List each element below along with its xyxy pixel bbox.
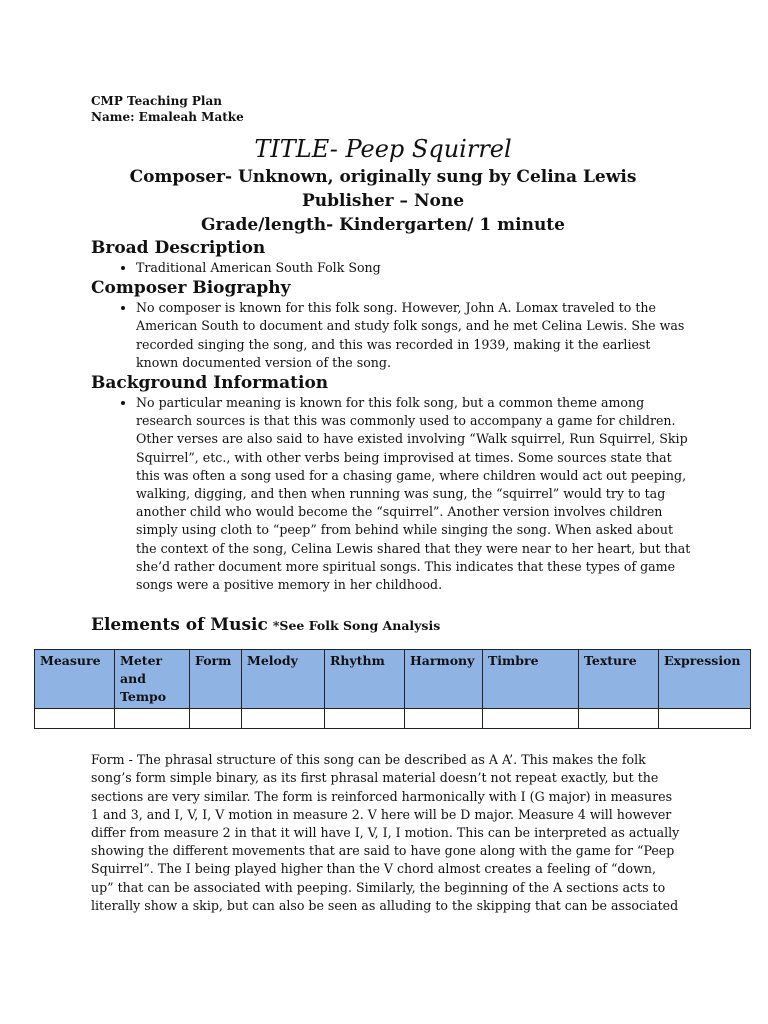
table-cell[interactable] — [483, 709, 579, 729]
list-item: • Traditional American South Folk Song — [136, 259, 691, 277]
composer-biography-heading: Composer Biography — [91, 278, 291, 299]
table-cell[interactable] — [325, 709, 405, 729]
table-header-row — [35, 650, 751, 709]
list-item: • No composer is known for this folk song. However, John A. Lomax traveled to the American South to document and study folk songs, and he met Celina Lewis. She was recorded singing the song, and this was recorded in 1939, making it the earliest known documented version of the song. — [136, 299, 691, 372]
author-name: Name: Emaleah Matke — [91, 110, 244, 124]
column-header: Meter and Tempo — [115, 650, 190, 709]
column-header: Rhythm — [325, 650, 405, 709]
table-row — [35, 709, 751, 729]
background-list — [91, 394, 691, 594]
column-header: Form — [190, 650, 242, 709]
list-item: • No particular meaning is known for this folk song, but a common theme among research sources is that this was commonly used to accompany a game for children. Other verses are also said to have existed involving “Walk squirrel, Run Squirrel, Skip Squirrel”, etc., with other verbs being improvised at times. Some sources state that this was often a song used for a chasing game, where children would act out peeping, walking, digging, and then when running was sung, the “squirrel” would try to tag another child who would become the “squirrel”. Another version involves children simply using cloth to “peep” from behind while singing the song. When asked about the context of the song, Celina Lewis shared that they were near to her heart, but that she’d rather document more spiritual songs. This indicates that these types of game songs were a positive memory in her childhood. — [136, 394, 691, 594]
document-page — [40, 93, 741, 915]
column-header: Expression — [659, 650, 751, 709]
table-cell[interactable] — [579, 709, 659, 729]
doc-label: CMP Teaching Plan — [91, 94, 222, 108]
publisher-line: Publisher – None — [301, 191, 465, 211]
table-cell[interactable] — [35, 709, 115, 729]
composer-line: Composer- Unknown, originally sung by Celina Lewis — [129, 167, 637, 187]
background-heading: Background Information — [91, 373, 329, 394]
broad-description-list — [91, 259, 691, 277]
table-cell[interactable] — [405, 709, 483, 729]
form-paragraph: Form - The phrasal structure of this song can be described as A A’. This makes the folk song’s form simple binary, as its first phrasal material doesn’t not repeat exactly, but the sections are very similar. The form is reinforced harmonically with I (G major) in measures 1 and 3, and I, V, I, V motion in measure 2. V here will be D major. Measure 4 will however differ from measure 2 in that it will have I, V, I, I motion. This can be interpreted as actually showing the different movements that are said to have gone along with the game for “Peep Squirrel”. The I being played higher than the V chord almost creates a feeling of “down, up” that can be associated with peeping. Similarly, the beginning of the A sections acts to literally show a skip, but can also be seen as alluding to the skipping that can be associated — [91, 752, 680, 913]
grade-line: Grade/length- Kindergarten/ 1 minute — [201, 215, 565, 235]
table-cell[interactable] — [242, 709, 325, 729]
column-header: Harmony — [405, 650, 483, 709]
column-header: Texture — [579, 650, 659, 709]
table-cell[interactable] — [190, 709, 242, 729]
table-cell[interactable] — [659, 709, 751, 729]
table-cell[interactable] — [115, 709, 190, 729]
elements-note: *See Folk Song Analysis — [272, 618, 441, 634]
column-header: Melody — [242, 650, 325, 709]
column-header: Timbre — [483, 650, 579, 709]
composer-biography-list — [91, 299, 691, 372]
column-header: Measure — [35, 650, 115, 709]
elements-heading: Elements of Music — [91, 615, 268, 636]
broad-description-heading: Broad Description — [91, 238, 266, 258]
elements-table — [34, 649, 751, 729]
elements-heading-row — [91, 615, 691, 635]
page-title: TITLE- Peep Squirrel — [254, 135, 512, 163]
